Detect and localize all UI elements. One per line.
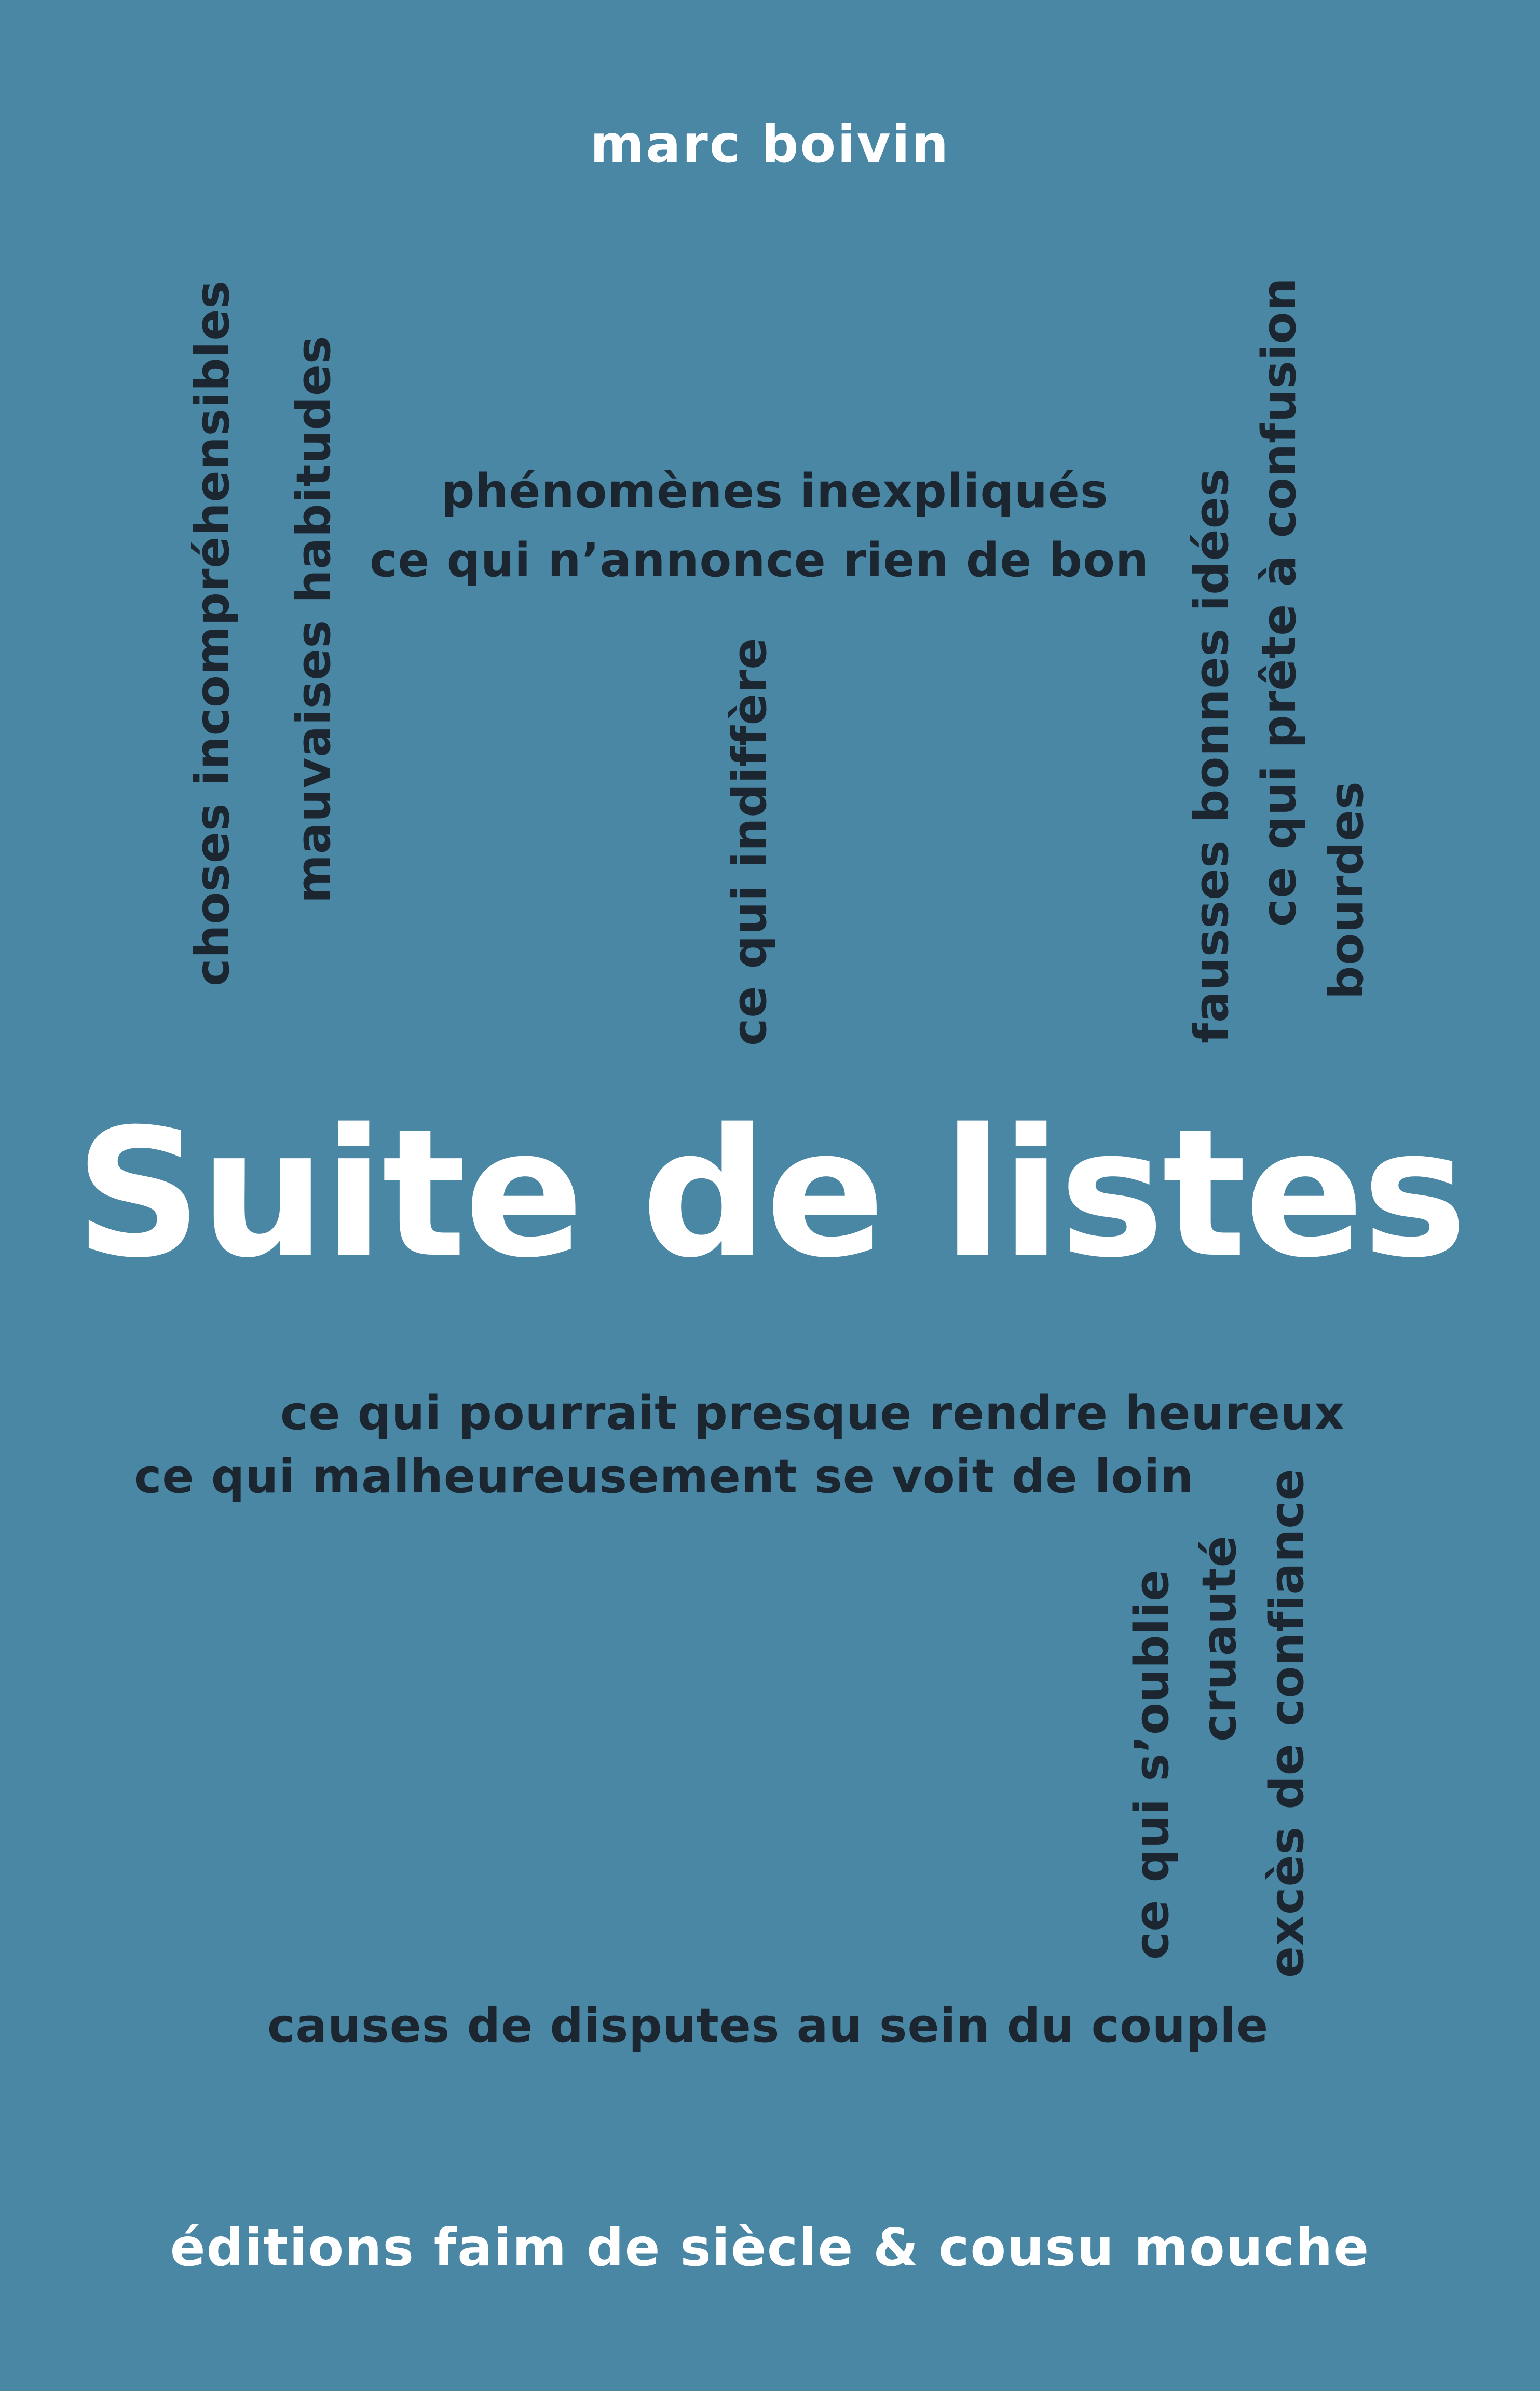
list-disputes-couple: causes de disputes au sein du couple (267, 1999, 1269, 2053)
list-fausses-bonnes-idees: fausses bonnes idées (1184, 468, 1239, 1043)
list-exces-de-confiance: excès de confiance (1260, 1468, 1314, 1978)
author-name: marc boivin (590, 114, 950, 174)
list-prete-a-confusion: ce qui prête à confusion (1252, 277, 1306, 927)
list-cruaute: cruauté (1192, 1535, 1247, 1742)
list-rien-de-bon: ce qui n’annonce rien de bon (370, 533, 1149, 588)
list-bourdes: bourdes (1319, 781, 1374, 999)
list-indiffere: ce qui indiffère (723, 637, 777, 1046)
list-presque-heureux: ce qui pourrait presque rendre heureux (280, 1386, 1345, 1441)
list-phenomenes-inexpliques: phénomènes inexpliqués (441, 464, 1109, 519)
list-s-oublie: ce qui s’oublie (1125, 1569, 1179, 1960)
list-choses-incomprehensibles: choses incompréhensibles (185, 280, 240, 986)
list-mauvaises-habitudes: mauvaises habitudes (287, 335, 341, 903)
publisher-name: éditions faim de siècle & cousu mouche (170, 2217, 1370, 2278)
list-voit-de-loin: ce qui malheureusement se voit de loin (134, 1449, 1194, 1504)
book-title: Suite de listes (75, 1091, 1465, 1297)
